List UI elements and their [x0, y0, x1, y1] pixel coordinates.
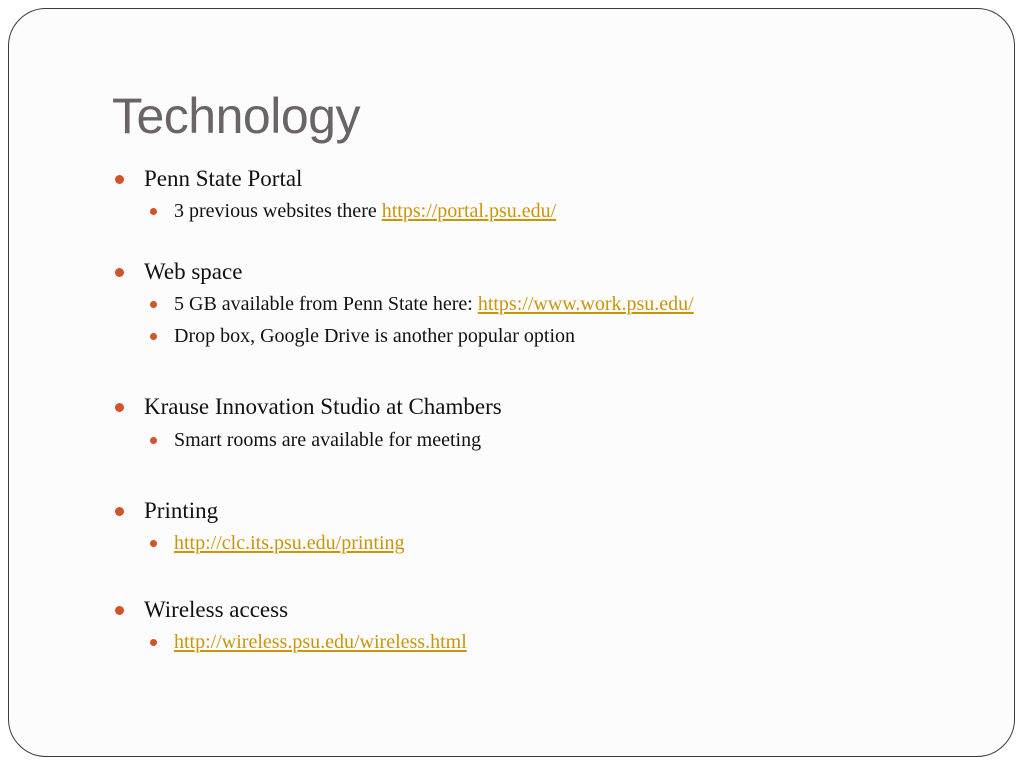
bullet-text: Web space — [144, 259, 243, 284]
bullet-dot-icon — [115, 507, 124, 516]
bullet-text: Printing — [144, 498, 219, 523]
bullet-dot-icon — [115, 268, 124, 277]
bullet-dot-icon — [115, 606, 124, 615]
sub-bullet-portal — [174, 199, 556, 223]
bullet-web-space — [144, 258, 242, 286]
work-psu-link[interactable]: https://www.work.psu.edu/ — [477, 293, 694, 315]
bullet-wireless — [144, 596, 288, 624]
bullet-printing — [144, 497, 218, 525]
bullet-dot-icon — [150, 437, 157, 444]
bullet-dot-icon — [115, 175, 124, 184]
bullet-text: Penn State Portal — [144, 166, 303, 191]
printing-link[interactable]: http://clc.its.psu.edu/printing — [174, 532, 405, 554]
sub-bullet-smart-rooms — [174, 428, 481, 452]
slide-title: Technology — [112, 88, 360, 144]
sub-bullet-dropbox — [174, 324, 575, 348]
bullet-dot-icon — [150, 639, 157, 646]
bullet-text: Krause Innovation Studio at Chambers — [144, 394, 502, 419]
bullet-dot-icon — [150, 208, 157, 215]
sub-bullet-printing-link — [174, 531, 405, 555]
sub-bullet-storage — [174, 292, 694, 316]
sub-bullet-text: Smart rooms are available for meeting — [174, 429, 482, 451]
bullet-dot-icon — [150, 333, 157, 340]
sub-bullet-text: 5 GB available from Penn State here: — [174, 293, 478, 315]
sub-bullet-text: 3 previous websites there — [174, 200, 382, 222]
bullet-dot-icon — [115, 403, 124, 412]
bullet-dot-icon — [150, 301, 157, 308]
portal-link[interactable]: https://portal.psu.edu/ — [381, 200, 557, 222]
bullet-krause-studio — [144, 393, 502, 421]
wireless-link[interactable]: http://wireless.psu.edu/wireless.html — [174, 631, 467, 653]
bullet-text: Wireless access — [144, 597, 289, 622]
sub-bullet-wireless-link — [174, 630, 467, 654]
bullet-penn-state-portal — [144, 165, 302, 193]
bullet-dot-icon — [150, 540, 157, 547]
sub-bullet-text: Drop box, Google Drive is another popular option — [174, 325, 576, 347]
